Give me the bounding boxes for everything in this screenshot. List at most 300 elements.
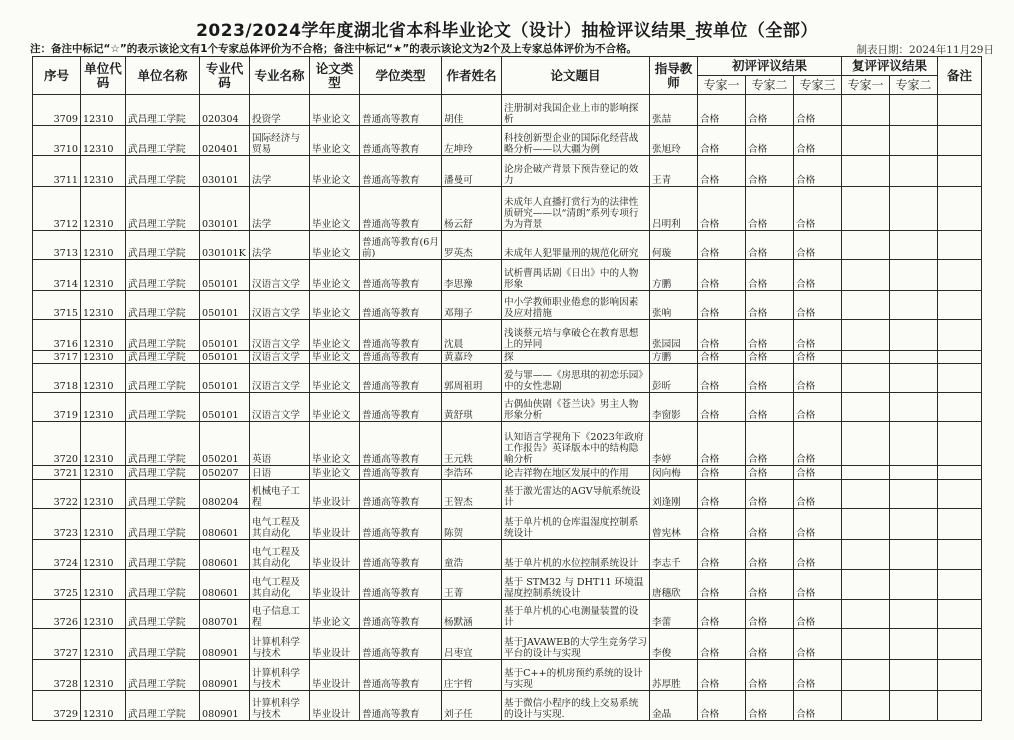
cell-expert-1: 合格: [698, 364, 746, 393]
cell-re-expert-1: [842, 691, 890, 721]
cell-advisor: 张喆: [650, 95, 698, 126]
cell-expert-3: 合格: [794, 95, 842, 126]
cell-unit-code: 12310: [81, 260, 126, 291]
cell-unit-code: 12310: [81, 600, 126, 629]
table-row: [33, 480, 982, 509]
cell-major-name: 电气工程及其自动化: [250, 509, 310, 540]
cell-thesis-title: 基于单片机的仓库温湿度控制系统设计: [502, 509, 650, 540]
cell-author: 杨云舒: [442, 187, 502, 231]
cell-major-code: 020401: [200, 126, 250, 156]
cell-expert-1: 合格: [698, 480, 746, 509]
cell-re-expert-1: [842, 95, 890, 126]
cell-re-expert-1: [842, 600, 890, 629]
cell-advisor: 吕明利: [650, 187, 698, 231]
cell-expert-2: 合格: [746, 509, 794, 540]
cell-author: 郭周祖玥: [442, 364, 502, 393]
cell-re-expert-2: [890, 466, 938, 480]
cell-author: 王菁: [442, 570, 502, 600]
cell-author: 李浩环: [442, 466, 502, 480]
cell-re-expert-2: [890, 660, 938, 691]
cell-thesis-title: 古偶仙侠剧《苍兰诀》男主人物形象分析: [502, 393, 650, 422]
cell-re-expert-2: [890, 126, 938, 156]
cell-author: 李思豫: [442, 260, 502, 291]
cell-re-expert-2: [890, 364, 938, 393]
header-re-expert-2: 专家二: [890, 76, 938, 95]
cell-degree-type: 普通高等教育: [360, 629, 442, 660]
cell-advisor: 李蕾: [650, 600, 698, 629]
cell-advisor: 张响: [650, 291, 698, 320]
cell-seq: 3727: [33, 629, 81, 660]
cell-expert-2: 合格: [746, 364, 794, 393]
cell-thesis-type: 毕业论文: [310, 231, 360, 260]
cell-expert-2: 合格: [746, 570, 794, 600]
cell-advisor: 张园园: [650, 320, 698, 351]
cell-major-code: 050201: [200, 422, 250, 466]
table-row: [33, 126, 982, 156]
cell-remark: [938, 660, 982, 691]
cell-expert-2: 合格: [746, 320, 794, 351]
cell-expert-1: 合格: [698, 600, 746, 629]
cell-degree-type: 普通高等教育: [360, 291, 442, 320]
cell-re-expert-2: [890, 156, 938, 187]
cell-thesis-title: 未成年人直播打赏行为的法律性质研究——以“清朗”系列专项行为为背景: [502, 187, 650, 231]
cell-major-code: 080901: [200, 629, 250, 660]
table-row: [33, 600, 982, 629]
cell-author: 杨默涵: [442, 600, 502, 629]
cell-re-expert-2: [890, 187, 938, 231]
cell-thesis-title: 论房企破产背景下预告登记的效力: [502, 156, 650, 187]
cell-unit-name: 武昌理工学院: [126, 187, 200, 231]
cell-re-expert-2: [890, 351, 938, 364]
cell-re-expert-2: [890, 291, 938, 320]
header-seq: 序号: [33, 57, 81, 95]
cell-seq: 3714: [33, 260, 81, 291]
cell-thesis-title: 论吉祥物在地区发展中的作用: [502, 466, 650, 480]
cell-expert-1: 合格: [698, 540, 746, 570]
header-advisor: 指导教师: [650, 57, 698, 95]
cell-major-code: 080901: [200, 691, 250, 721]
cell-advisor: 方鹏: [650, 351, 698, 364]
cell-remark: [938, 629, 982, 660]
cell-major-code: 080204: [200, 480, 250, 509]
cell-expert-3: 合格: [794, 466, 842, 480]
cell-author: 童浩: [442, 540, 502, 570]
cell-seq: 3722: [33, 480, 81, 509]
cell-major-code: 030101: [200, 187, 250, 231]
cell-advisor: 闵向梅: [650, 466, 698, 480]
cell-seq: 3718: [33, 364, 81, 393]
cell-seq: 3709: [33, 95, 81, 126]
cell-author: 王元轶: [442, 422, 502, 466]
table-row: [33, 351, 982, 364]
cell-seq: 3712: [33, 187, 81, 231]
cell-unit-name: 武昌理工学院: [126, 156, 200, 187]
cell-thesis-type: 毕业设计: [310, 509, 360, 540]
cell-unit-code: 12310: [81, 466, 126, 480]
cell-unit-code: 12310: [81, 629, 126, 660]
cell-re-expert-1: [842, 351, 890, 364]
cell-expert-3: 合格: [794, 691, 842, 721]
cell-expert-2: 合格: [746, 540, 794, 570]
cell-major-code: 050101: [200, 291, 250, 320]
cell-re-expert-1: [842, 629, 890, 660]
cell-thesis-title: 试析曹禺话剧《日出》中的人物形象: [502, 260, 650, 291]
cell-remark: [938, 466, 982, 480]
cell-unit-name: 武昌理工学院: [126, 570, 200, 600]
cell-major-name: 电气工程及其自动化: [250, 570, 310, 600]
cell-thesis-type: 毕业论文: [310, 291, 360, 320]
cell-expert-1: 合格: [698, 466, 746, 480]
cell-re-expert-2: [890, 480, 938, 509]
cell-unit-code: 12310: [81, 393, 126, 422]
cell-major-name: 国际经济与贸易: [250, 126, 310, 156]
cell-thesis-title: 认知语言学视角下《2023年政府工作报告》英译版本中的结构隐喻分析: [502, 422, 650, 466]
cell-unit-name: 武昌理工学院: [126, 95, 200, 126]
cell-remark: [938, 540, 982, 570]
cell-thesis-title: 基于单片机的心电测量装置的设计: [502, 600, 650, 629]
cell-author: 左坤玲: [442, 126, 502, 156]
cell-thesis-type: 毕业论文: [310, 126, 360, 156]
cell-major-name: 计算机科学与技术: [250, 660, 310, 691]
cell-unit-name: 武昌理工学院: [126, 364, 200, 393]
cell-major-name: 汉语言文学: [250, 291, 310, 320]
cell-expert-3: 合格: [794, 393, 842, 422]
cell-remark: [938, 480, 982, 509]
cell-degree-type: 普通高等教育: [360, 540, 442, 570]
cell-degree-type: 普通高等教育: [360, 422, 442, 466]
cell-expert-1: 合格: [698, 320, 746, 351]
header-expert-2: 专家二: [746, 76, 794, 95]
cell-remark: [938, 95, 982, 126]
cell-expert-2: 合格: [746, 231, 794, 260]
cell-degree-type: 普通高等教育: [360, 600, 442, 629]
cell-remark: [938, 691, 982, 721]
cell-major-name: 汉语言文学: [250, 351, 310, 364]
cell-thesis-type: 毕业论文: [310, 95, 360, 126]
cell-advisor: 李志千: [650, 540, 698, 570]
cell-major-code: 050101: [200, 364, 250, 393]
cell-advisor: 李窗影: [650, 393, 698, 422]
cell-expert-1: 合格: [698, 660, 746, 691]
cell-major-name: 电子信息工程: [250, 600, 310, 629]
cell-expert-3: 合格: [794, 509, 842, 540]
table-row: [33, 291, 982, 320]
table-row: [33, 156, 982, 187]
cell-remark: [938, 422, 982, 466]
cell-expert-3: 合格: [794, 570, 842, 600]
cell-major-name: 英语: [250, 422, 310, 466]
cell-thesis-type: 毕业设计: [310, 570, 360, 600]
cell-unit-name: 武昌理工学院: [126, 260, 200, 291]
cell-unit-code: 12310: [81, 320, 126, 351]
cell-re-expert-1: [842, 509, 890, 540]
cell-re-expert-1: [842, 187, 890, 231]
cell-unit-code: 12310: [81, 480, 126, 509]
cell-unit-name: 武昌理工学院: [126, 126, 200, 156]
cell-expert-3: 合格: [794, 364, 842, 393]
cell-thesis-type: 毕业论文: [310, 422, 360, 466]
cell-re-expert-2: [890, 509, 938, 540]
cell-advisor: 方鹏: [650, 260, 698, 291]
cell-major-code: 080901: [200, 660, 250, 691]
cell-re-expert-2: [890, 422, 938, 466]
cell-unit-name: 武昌理工学院: [126, 320, 200, 351]
cell-unit-name: 武昌理工学院: [126, 691, 200, 721]
cell-thesis-title: 基于 STM32 与 DHT11 环境温湿度控制系统设计: [502, 570, 650, 600]
header-thesis-type: 论文类型: [310, 57, 360, 95]
cell-expert-1: 合格: [698, 95, 746, 126]
cell-major-code: 020304: [200, 95, 250, 126]
cell-major-name: 汉语言文学: [250, 364, 310, 393]
cell-re-expert-1: [842, 540, 890, 570]
cell-degree-type: 普通高等教育: [360, 691, 442, 721]
cell-advisor: 曾宪林: [650, 509, 698, 540]
table-body: [33, 95, 982, 721]
cell-thesis-type: 毕业设计: [310, 629, 360, 660]
cell-re-expert-1: [842, 466, 890, 480]
header-re-review: 复评评议结果: [842, 57, 938, 76]
cell-major-code: 050101: [200, 320, 250, 351]
table-row: [33, 466, 982, 480]
cell-unit-name: 武昌理工学院: [126, 629, 200, 660]
cell-unit-code: 12310: [81, 126, 126, 156]
cell-major-name: 电气工程及其自动化: [250, 540, 310, 570]
cell-author: 潘曼可: [442, 156, 502, 187]
cell-seq: 3721: [33, 466, 81, 480]
cell-thesis-type: 毕业论文: [310, 364, 360, 393]
cell-major-name: 机械电子工程: [250, 480, 310, 509]
cell-thesis-title: 基于C++的机房预约系统的设计与实现: [502, 660, 650, 691]
cell-major-code: 080701: [200, 600, 250, 629]
cell-expert-2: 合格: [746, 291, 794, 320]
cell-thesis-title: 基于微信小程序的线上交易系统的设计与实现.: [502, 691, 650, 721]
cell-major-name: 日语: [250, 466, 310, 480]
cell-thesis-type: 毕业设计: [310, 540, 360, 570]
cell-re-expert-2: [890, 320, 938, 351]
cell-remark: [938, 260, 982, 291]
cell-unit-name: 武昌理工学院: [126, 509, 200, 540]
cell-advisor: 何璇: [650, 231, 698, 260]
cell-expert-1: 合格: [698, 691, 746, 721]
cell-degree-type: 普通高等教育(6月前): [360, 231, 442, 260]
table-row: [33, 320, 982, 351]
cell-seq: 3720: [33, 422, 81, 466]
table-row: [33, 260, 982, 291]
cell-major-code: 030101: [200, 156, 250, 187]
cell-re-expert-1: [842, 231, 890, 260]
cell-major-name: 汉语言文学: [250, 320, 310, 351]
cell-degree-type: 普通高等教育: [360, 364, 442, 393]
cell-author: 黄嘉玲: [442, 351, 502, 364]
header-initial-review: 初评评议结果: [698, 57, 842, 76]
cell-re-expert-1: [842, 364, 890, 393]
cell-degree-type: 普通高等教育: [360, 480, 442, 509]
cell-thesis-title: 未成年人犯罪量刑的规范化研究: [502, 231, 650, 260]
cell-unit-name: 武昌理工学院: [126, 540, 200, 570]
cell-remark: [938, 393, 982, 422]
cell-re-expert-1: [842, 393, 890, 422]
cell-major-code: 080601: [200, 509, 250, 540]
cell-expert-3: 合格: [794, 629, 842, 660]
table-row: [33, 540, 982, 570]
header-remark: 备注: [938, 57, 982, 95]
cell-expert-3: 合格: [794, 126, 842, 156]
header-degree-type: 学位类型: [360, 57, 442, 95]
report-date: 制表日期：2024年11月29日: [856, 44, 994, 56]
table-row: [33, 509, 982, 540]
cell-re-expert-2: [890, 691, 938, 721]
cell-thesis-title: 科技创新型企业的国际化经营战略分析——以大疆为例: [502, 126, 650, 156]
cell-expert-1: 合格: [698, 156, 746, 187]
cell-re-expert-1: [842, 126, 890, 156]
cell-advisor: 彭昕: [650, 364, 698, 393]
cell-re-expert-2: [890, 600, 938, 629]
cell-unit-name: 武昌理工学院: [126, 600, 200, 629]
cell-expert-1: 合格: [698, 291, 746, 320]
cell-major-code: 050101: [200, 260, 250, 291]
cell-major-code: 050101: [200, 393, 250, 422]
cell-seq: 3725: [33, 570, 81, 600]
cell-major-code: 030101K: [200, 231, 250, 260]
cell-expert-1: 合格: [698, 422, 746, 466]
cell-unit-code: 12310: [81, 364, 126, 393]
cell-author: 刘子任: [442, 691, 502, 721]
cell-re-expert-2: [890, 393, 938, 422]
cell-unit-name: 武昌理工学院: [126, 393, 200, 422]
cell-thesis-type: 毕业论文: [310, 320, 360, 351]
table-row: [33, 691, 982, 721]
cell-major-code: 050207: [200, 466, 250, 480]
cell-thesis-type: 毕业论文: [310, 260, 360, 291]
cell-major-name: 法学: [250, 156, 310, 187]
cell-major-name: 汉语言文学: [250, 260, 310, 291]
cell-degree-type: 普通高等教育: [360, 660, 442, 691]
cell-expert-1: 合格: [698, 509, 746, 540]
cell-expert-1: 合格: [698, 570, 746, 600]
cell-author: 吕枣宜: [442, 629, 502, 660]
table-row: [33, 393, 982, 422]
cell-thesis-title: 爱与罪——《房思琪的初恋乐园》中的女性悲剧: [502, 364, 650, 393]
cell-author: 王智杰: [442, 480, 502, 509]
cell-thesis-type: 毕业论文: [310, 393, 360, 422]
cell-re-expert-2: [890, 260, 938, 291]
cell-seq: 3715: [33, 291, 81, 320]
cell-degree-type: 普通高等教育: [360, 126, 442, 156]
cell-degree-type: 普通高等教育: [360, 509, 442, 540]
cell-degree-type: 普通高等教育: [360, 393, 442, 422]
cell-thesis-title: 基于激光雷达的AGV导航系统设计: [502, 480, 650, 509]
cell-re-expert-1: [842, 422, 890, 466]
cell-remark: [938, 187, 982, 231]
cell-seq: 3723: [33, 509, 81, 540]
cell-major-name: 法学: [250, 187, 310, 231]
cell-remark: [938, 320, 982, 351]
cell-expert-3: 合格: [794, 291, 842, 320]
header-unit-name: 单位名称: [126, 57, 200, 95]
cell-unit-code: 12310: [81, 291, 126, 320]
cell-expert-3: 合格: [794, 480, 842, 509]
cell-unit-name: 武昌理工学院: [126, 291, 200, 320]
table-row: [33, 187, 982, 231]
cell-re-expert-2: [890, 231, 938, 260]
cell-advisor: 刘逢刚: [650, 480, 698, 509]
cell-major-name: 计算机科学与技术: [250, 629, 310, 660]
cell-expert-3: 合格: [794, 540, 842, 570]
cell-expert-3: 合格: [794, 260, 842, 291]
cell-remark: [938, 351, 982, 364]
table-row: [33, 422, 982, 466]
cell-remark: [938, 126, 982, 156]
cell-author: 胡佳: [442, 95, 502, 126]
header-major-code: 专业代码: [200, 57, 250, 95]
cell-expert-2: 合格: [746, 260, 794, 291]
table-row: [33, 231, 982, 260]
cell-expert-2: 合格: [746, 393, 794, 422]
cell-expert-1: 合格: [698, 231, 746, 260]
cell-re-expert-1: [842, 291, 890, 320]
header-unit-code: 单位代码: [81, 57, 126, 95]
cell-unit-code: 12310: [81, 570, 126, 600]
cell-re-expert-1: [842, 156, 890, 187]
cell-expert-2: 合格: [746, 126, 794, 156]
cell-unit-code: 12310: [81, 691, 126, 721]
cell-unit-name: 武昌理工学院: [126, 660, 200, 691]
results-table: [32, 56, 982, 721]
cell-seq: 3724: [33, 540, 81, 570]
cell-unit-code: 12310: [81, 156, 126, 187]
cell-major-name: 投资学: [250, 95, 310, 126]
cell-expert-3: 合格: [794, 187, 842, 231]
cell-remark: [938, 364, 982, 393]
cell-thesis-title: 注册制对我国企业上市的影响探析: [502, 95, 650, 126]
cell-unit-code: 12310: [81, 422, 126, 466]
cell-unit-name: 武昌理工学院: [126, 351, 200, 364]
header-major-name: 专业名称: [250, 57, 310, 95]
cell-major-name: 汉语言文学: [250, 393, 310, 422]
table-row: [33, 660, 982, 691]
header-re-expert-1: 专家一: [842, 76, 890, 95]
cell-expert-1: 合格: [698, 393, 746, 422]
header-expert-3: 专家三: [794, 76, 842, 95]
cell-remark: [938, 231, 982, 260]
table-row: [33, 95, 982, 126]
cell-unit-name: 武昌理工学院: [126, 480, 200, 509]
cell-seq: 3726: [33, 600, 81, 629]
cell-degree-type: 普通高等教育: [360, 351, 442, 364]
cell-author: 罗英杰: [442, 231, 502, 260]
cell-expert-2: 合格: [746, 156, 794, 187]
cell-advisor: 王青: [650, 156, 698, 187]
table-row: [33, 629, 982, 660]
cell-unit-code: 12310: [81, 187, 126, 231]
cell-seq: 3711: [33, 156, 81, 187]
cell-degree-type: 普通高等教育: [360, 570, 442, 600]
cell-degree-type: 普通高等教育: [360, 466, 442, 480]
legend-note: 注：备注中标记“☆”的表示该论文有1个专家总体评价为不合格；备注中标记“★”的表示该论文为2个及上专家总体评价为不合格。: [30, 43, 638, 55]
cell-expert-3: 合格: [794, 231, 842, 260]
cell-thesis-type: 毕业论文: [310, 156, 360, 187]
cell-degree-type: 普通高等教育: [360, 156, 442, 187]
cell-unit-code: 12310: [81, 231, 126, 260]
table-row: [33, 364, 982, 393]
cell-expert-2: 合格: [746, 422, 794, 466]
header-author: 作者姓名: [442, 57, 502, 95]
cell-re-expert-1: [842, 660, 890, 691]
cell-author: 邓翔子: [442, 291, 502, 320]
cell-degree-type: 普通高等教育: [360, 260, 442, 291]
cell-unit-name: 武昌理工学院: [126, 231, 200, 260]
cell-unit-code: 12310: [81, 540, 126, 570]
